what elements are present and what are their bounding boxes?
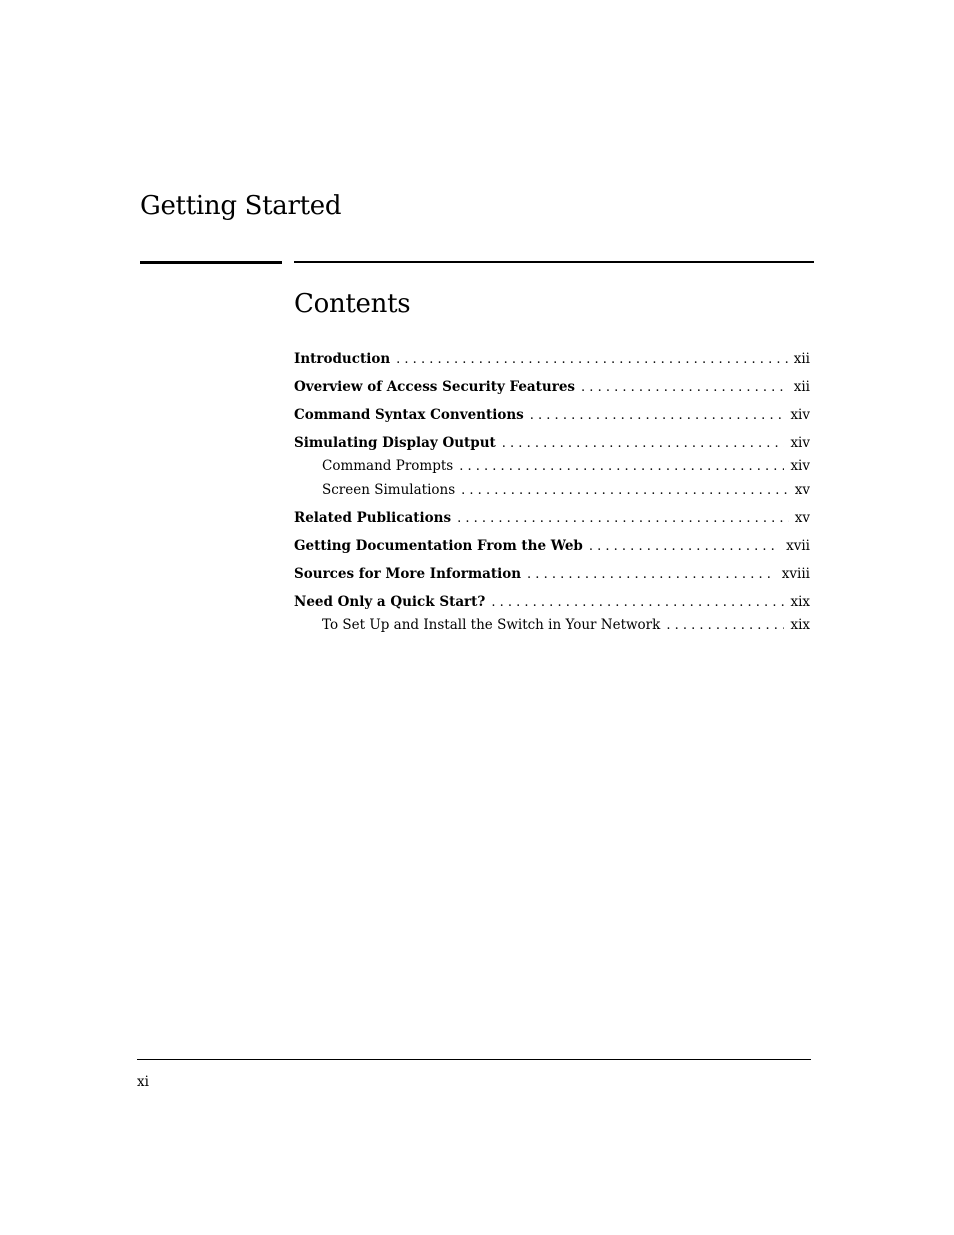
toc-entry-set-up-install[interactable]: [322, 615, 810, 635]
dot-leader: [396, 350, 788, 369]
toc-entry-title: Need Only a Quick Start?: [294, 594, 486, 610]
toc-entry-title: Sources for More Information: [294, 566, 522, 582]
toc-entry-title: Command Prompts: [322, 458, 454, 474]
toc-entry-title: Related Publications: [294, 510, 452, 526]
toc-entry-sources[interactable]: [294, 564, 810, 584]
contents-heading: Contents: [294, 289, 411, 319]
dot-leader: [457, 509, 789, 528]
toc-entry-overview[interactable]: [294, 377, 810, 397]
dot-leader: [589, 537, 780, 556]
toc-entry-title: Simulating Display Output: [294, 435, 496, 451]
toc-entry-page: xix: [790, 617, 810, 633]
chapter-title: Getting Started: [140, 191, 342, 221]
dot-leader: [581, 378, 788, 397]
dot-leader: [459, 457, 784, 476]
chapter-rule-left: [140, 261, 282, 264]
dot-leader: [461, 481, 789, 500]
toc-entry-page: xvii: [786, 538, 810, 554]
page-number: xi: [137, 1074, 149, 1090]
toc-entry-title: To Set Up and Install the Switch in Your Network: [322, 617, 661, 633]
toc-entry-related-publications[interactable]: [294, 508, 810, 528]
toc-entry-title: Screen Simulations: [322, 482, 456, 498]
toc-entry-quick-start[interactable]: [294, 592, 810, 612]
toc-entry-screen-simulations[interactable]: [322, 480, 810, 500]
toc-entry-title: Command Syntax Conventions: [294, 407, 524, 423]
toc-entry-page: xviii: [781, 566, 810, 582]
toc-entry-title: Introduction: [294, 351, 391, 367]
toc-entry-page: xiv: [790, 407, 810, 423]
toc-entry-page: xiv: [790, 435, 810, 451]
toc-entry-page: xv: [794, 510, 810, 526]
toc-entry-page: xv: [794, 482, 810, 498]
dot-leader: [530, 406, 785, 425]
chapter-rule-right: [294, 261, 814, 263]
dot-leader: [666, 616, 784, 635]
dot-leader: [491, 593, 784, 612]
toc-entry-title: Getting Documentation From the Web: [294, 538, 583, 554]
toc-entry-introduction[interactable]: [294, 349, 810, 369]
toc-entry-page: xii: [793, 351, 810, 367]
toc-entry-page: xii: [793, 379, 810, 395]
toc-entry-command-prompts[interactable]: [322, 456, 810, 476]
toc-entry-simulating-display[interactable]: [294, 433, 810, 453]
toc-entry-page: xix: [790, 594, 810, 610]
dot-leader: [502, 434, 785, 453]
toc-entry-documentation-web[interactable]: [294, 536, 810, 556]
toc-entry-command-syntax[interactable]: [294, 405, 810, 425]
footer-rule: [137, 1059, 811, 1060]
toc-entry-title: Overview of Access Security Features: [294, 379, 576, 395]
toc-entry-page: xiv: [790, 458, 810, 474]
dot-leader: [527, 565, 776, 584]
